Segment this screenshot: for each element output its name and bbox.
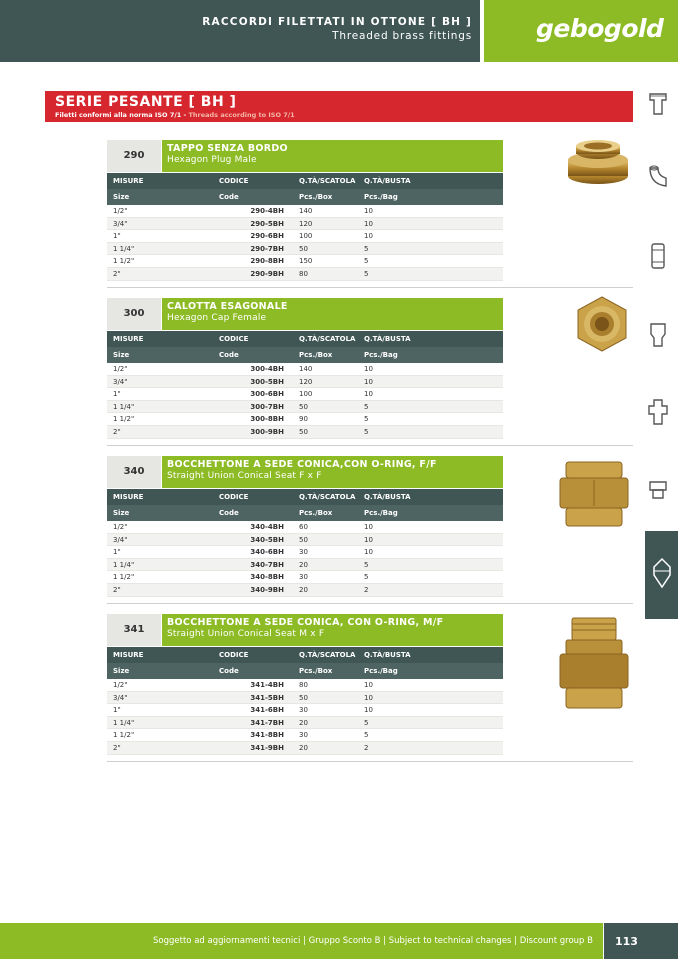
cell-pcs-bag: 5 <box>364 415 369 424</box>
cell-pcs-bag: 5 <box>364 573 369 582</box>
header-qta-scatola: Q.TÀ/SCATOLA <box>299 335 356 343</box>
cell-size: 1" <box>113 706 121 715</box>
cell-code: 300-5BH <box>250 377 284 386</box>
table-subheader-row <box>107 347 503 363</box>
cell-size: 1 1/4" <box>113 244 135 253</box>
cell-pcs-bag: 5 <box>364 269 369 278</box>
union-active-icon <box>651 553 673 593</box>
table-header-row <box>107 489 503 505</box>
cell-pcs-bag: 10 <box>364 365 373 373</box>
cell-pcs-box: 50 <box>299 535 308 544</box>
header-code: Code <box>219 351 239 359</box>
header-size: Size <box>113 193 130 201</box>
block-divider <box>107 761 633 762</box>
header-pcs-bag: Pcs./Bag <box>364 193 398 201</box>
cell-size: 3/4" <box>113 535 128 544</box>
cell-size: 1 1/2" <box>113 415 135 424</box>
header-qta-busta: Q.TÀ/BUSTA <box>364 651 411 659</box>
cell-code: 340-4BH <box>250 523 284 531</box>
table-row <box>107 729 503 742</box>
header-pcs-bag: Pcs./Bag <box>364 667 398 675</box>
cell-code: 341-7BH <box>250 718 284 727</box>
cell-pcs-bag: 5 <box>364 560 369 569</box>
table-row <box>107 243 503 256</box>
cell-pcs-bag: 10 <box>364 207 373 215</box>
product-name <box>162 456 503 488</box>
table-row <box>107 692 503 705</box>
cell-pcs-box: 150 <box>299 257 313 266</box>
header-pcs-box: Pcs./Box <box>299 509 333 517</box>
cell-code: 341-9BH <box>250 743 284 752</box>
header-qta-busta: Q.TÀ/BUSTA <box>364 177 411 185</box>
table-subheader-row <box>107 505 503 521</box>
cell-size: 1" <box>113 390 121 399</box>
cell-pcs-bag: 10 <box>364 219 373 228</box>
header-misure: MISURE <box>113 493 144 501</box>
brand-logo <box>484 0 678 62</box>
table-body <box>107 521 503 597</box>
cell-pcs-box: 20 <box>299 560 308 569</box>
product-number: 341 <box>107 614 161 646</box>
table-row <box>107 218 503 231</box>
series-subtitle <box>55 111 633 119</box>
cell-pcs-box: 90 <box>299 415 308 424</box>
cell-size: 1 1/4" <box>113 718 135 727</box>
header-title-it: RACCORDI FILETTATI IN OTTONE [ BH ] <box>202 16 472 28</box>
cross-fitting-icon[interactable] <box>644 392 672 432</box>
table-row <box>107 584 503 597</box>
cell-pcs-box: 60 <box>299 523 308 531</box>
cell-pcs-box: 80 <box>299 681 308 689</box>
cell-pcs-bag: 10 <box>364 523 373 531</box>
block-divider <box>107 287 633 288</box>
cell-size: 2" <box>113 743 121 752</box>
table-row <box>107 388 503 401</box>
cell-code: 300-9BH <box>250 427 284 436</box>
cell-pcs-bag: 5 <box>364 402 369 411</box>
cell-size: 1 1/4" <box>113 402 135 411</box>
cell-code: 340-8BH <box>250 573 284 582</box>
product-name-it: CALOTTA ESAGONALE <box>167 301 288 312</box>
cell-pcs-box: 100 <box>299 390 313 399</box>
cell-pcs-bag: 10 <box>364 693 373 702</box>
cell-code: 300-8BH <box>250 415 284 424</box>
cell-pcs-bag: 10 <box>364 377 373 386</box>
cell-code: 290-5BH <box>250 219 284 228</box>
cell-code: 341-5BH <box>250 693 284 702</box>
table-body <box>107 679 503 755</box>
cell-pcs-bag: 5 <box>364 718 369 727</box>
union-mf-image <box>556 614 632 714</box>
header-title-en: Threaded brass fittings <box>332 30 472 42</box>
product-name-en: Hexagon Cap Female <box>167 313 267 323</box>
header-bar <box>0 0 480 62</box>
header-title <box>202 16 472 42</box>
cell-pcs-box: 50 <box>299 427 308 436</box>
table-header-row <box>107 173 503 189</box>
logo-text: gebogold <box>536 14 664 43</box>
cell-pcs-box: 50 <box>299 402 308 411</box>
table-row <box>107 571 503 584</box>
header-size: Size <box>113 351 130 359</box>
product-number: 340 <box>107 456 161 488</box>
cell-pcs-box: 50 <box>299 244 308 253</box>
header-pcs-box: Pcs./Box <box>299 351 333 359</box>
cell-pcs-box: 80 <box>299 269 308 278</box>
header-pcs-bag: Pcs./Bag <box>364 351 398 359</box>
cell-pcs-bag: 5 <box>364 244 369 253</box>
cell-size: 1/2" <box>113 207 128 215</box>
product-name-en: Straight Union Conical Seat F x F <box>167 471 322 481</box>
cell-code: 340-9BH <box>250 585 284 594</box>
cell-size: 1/2" <box>113 681 128 689</box>
cell-code: 300-7BH <box>250 402 284 411</box>
product-name-en: Hexagon Plug Male <box>167 155 257 165</box>
cell-size: 2" <box>113 269 121 278</box>
cell-size: 3/4" <box>113 219 128 228</box>
table-row <box>107 230 503 243</box>
table-row <box>107 363 503 376</box>
cell-code: 341-6BH <box>250 706 284 715</box>
product-name-it: TAPPO SENZA BORDO <box>167 143 288 154</box>
table-row <box>107 521 503 534</box>
table-body <box>107 205 503 281</box>
cell-pcs-bag: 2 <box>364 585 369 594</box>
product-table <box>107 331 503 439</box>
cell-size: 1 1/4" <box>113 560 135 569</box>
product-number: 300 <box>107 298 161 330</box>
series-banner <box>45 91 633 122</box>
cell-pcs-box: 30 <box>299 706 308 715</box>
union-fitting-icon[interactable] <box>644 470 672 510</box>
cell-code: 340-5BH <box>250 535 284 544</box>
product-table <box>107 647 503 755</box>
table-row <box>107 546 503 559</box>
header-misure: MISURE <box>113 335 144 343</box>
cell-pcs-box: 140 <box>299 207 313 215</box>
cell-pcs-bag: 10 <box>364 390 373 399</box>
cell-size: 1 1/2" <box>113 257 135 266</box>
header-codice: CODICE <box>219 177 249 185</box>
tee-fitting-icon[interactable] <box>644 84 672 124</box>
header-qta-scatola: Q.TÀ/SCATOLA <box>299 651 356 659</box>
cell-code: 341-4BH <box>250 681 284 689</box>
cell-size: 3/4" <box>113 377 128 386</box>
cell-pcs-box: 30 <box>299 548 308 557</box>
product-name-it: BOCCHETTONE A SEDE CONICA,CON O-RING, F/F <box>167 459 437 470</box>
cell-pcs-bag: 10 <box>364 535 373 544</box>
header-codice: CODICE <box>219 493 249 501</box>
product-table <box>107 173 503 281</box>
cell-pcs-box: 100 <box>299 232 313 241</box>
cell-code: 340-6BH <box>250 548 284 557</box>
elbow-fitting-icon[interactable] <box>644 158 672 198</box>
cell-pcs-box: 20 <box>299 743 308 752</box>
series-subtitle-it: Filetti conformi alla norma ISO 7/1 - <box>55 111 189 119</box>
cell-code: 300-4BH <box>250 365 284 373</box>
series-subtitle-en: Threads according to ISO 7/1 <box>188 111 295 119</box>
product-number: 290 <box>107 140 161 172</box>
table-row <box>107 376 503 389</box>
cell-size: 1 1/2" <box>113 731 135 740</box>
table-header-row <box>107 331 503 347</box>
cell-pcs-bag: 5 <box>364 427 369 436</box>
table-row <box>107 401 503 414</box>
product-name <box>162 298 503 330</box>
cell-size: 1" <box>113 548 121 557</box>
table-header-row <box>107 647 503 663</box>
footer-text: Soggetto ad aggiornamenti tecnici | Gruppo Sconto B | Subject to technical changes | Discount group B <box>153 936 593 946</box>
cell-code: 290-9BH <box>250 269 284 278</box>
table-row <box>107 559 503 572</box>
header-pcs-bag: Pcs./Bag <box>364 509 398 517</box>
cell-size: 3/4" <box>113 693 128 702</box>
cell-size: 2" <box>113 427 121 436</box>
cell-code: 341-8BH <box>250 731 284 740</box>
cell-pcs-box: 20 <box>299 585 308 594</box>
cell-pcs-bag: 10 <box>364 706 373 715</box>
table-row <box>107 268 503 281</box>
nipple-fitting-icon[interactable] <box>644 236 672 276</box>
header-misure: MISURE <box>113 651 144 659</box>
hexagon-cap-image <box>572 294 632 354</box>
cell-size: 2" <box>113 585 121 594</box>
cell-size: 1 1/2" <box>113 573 135 582</box>
cell-pcs-box: 120 <box>299 219 313 228</box>
product-name <box>162 614 503 646</box>
cell-code: 290-8BH <box>250 257 284 266</box>
cell-pcs-box: 120 <box>299 377 313 386</box>
page-number: 113 <box>604 923 678 959</box>
cell-pcs-bag: 10 <box>364 232 373 241</box>
cell-pcs-box: 30 <box>299 573 308 582</box>
header-code: Code <box>219 667 239 675</box>
header-qta-scatola: Q.TÀ/SCATOLA <box>299 493 356 501</box>
cell-pcs-box: 50 <box>299 693 308 702</box>
footer-bar <box>0 923 603 959</box>
cell-code: 300-6BH <box>250 390 284 399</box>
header-size: Size <box>113 509 130 517</box>
table-row <box>107 205 503 218</box>
table-row <box>107 534 503 547</box>
header-code: Code <box>219 509 239 517</box>
hexagon-plug-image <box>563 140 633 186</box>
series-title: SERIE PESANTE [ BH ] <box>55 94 237 110</box>
cell-pcs-bag: 10 <box>364 681 373 689</box>
cell-pcs-box: 30 <box>299 731 308 740</box>
cell-code: 290-4BH <box>250 207 284 215</box>
header-pcs-box: Pcs./Box <box>299 193 333 201</box>
table-body <box>107 363 503 439</box>
header-qta-scatola: Q.TÀ/SCATOLA <box>299 177 356 185</box>
cell-code: 340-7BH <box>250 560 284 569</box>
cell-pcs-bag: 5 <box>364 731 369 740</box>
reducer-fitting-icon[interactable] <box>644 314 672 354</box>
product-table <box>107 489 503 597</box>
header-qta-busta: Q.TÀ/BUSTA <box>364 335 411 343</box>
header-misure: MISURE <box>113 177 144 185</box>
block-divider <box>107 445 633 446</box>
header-size: Size <box>113 667 130 675</box>
product-name <box>162 140 503 172</box>
cell-size: 1/2" <box>113 523 128 531</box>
block-divider <box>107 603 633 604</box>
cell-code: 290-7BH <box>250 244 284 253</box>
cell-pcs-bag: 2 <box>364 743 369 752</box>
section-tab-active[interactable] <box>645 531 678 619</box>
header-pcs-box: Pcs./Box <box>299 667 333 675</box>
header-qta-busta: Q.TÀ/BUSTA <box>364 493 411 501</box>
table-row <box>107 717 503 730</box>
cell-pcs-bag: 10 <box>364 548 373 557</box>
cell-pcs-box: 20 <box>299 718 308 727</box>
header-codice: CODICE <box>219 651 249 659</box>
table-row <box>107 704 503 717</box>
table-row <box>107 742 503 755</box>
union-ff-image <box>556 456 632 532</box>
table-row <box>107 679 503 692</box>
cell-code: 290-6BH <box>250 232 284 241</box>
product-name-it: BOCCHETTONE A SEDE CONICA, CON O-RING, M/F <box>167 617 444 628</box>
cell-size: 1/2" <box>113 365 128 373</box>
cell-pcs-box: 140 <box>299 365 313 373</box>
table-row <box>107 413 503 426</box>
table-row <box>107 255 503 268</box>
table-subheader-row <box>107 189 503 205</box>
header-codice: CODICE <box>219 335 249 343</box>
product-name-en: Straight Union Conical Seat M x F <box>167 629 325 639</box>
table-row <box>107 426 503 439</box>
header-code: Code <box>219 193 239 201</box>
table-subheader-row <box>107 663 503 679</box>
cell-pcs-bag: 5 <box>364 257 369 266</box>
cell-size: 1" <box>113 232 121 241</box>
